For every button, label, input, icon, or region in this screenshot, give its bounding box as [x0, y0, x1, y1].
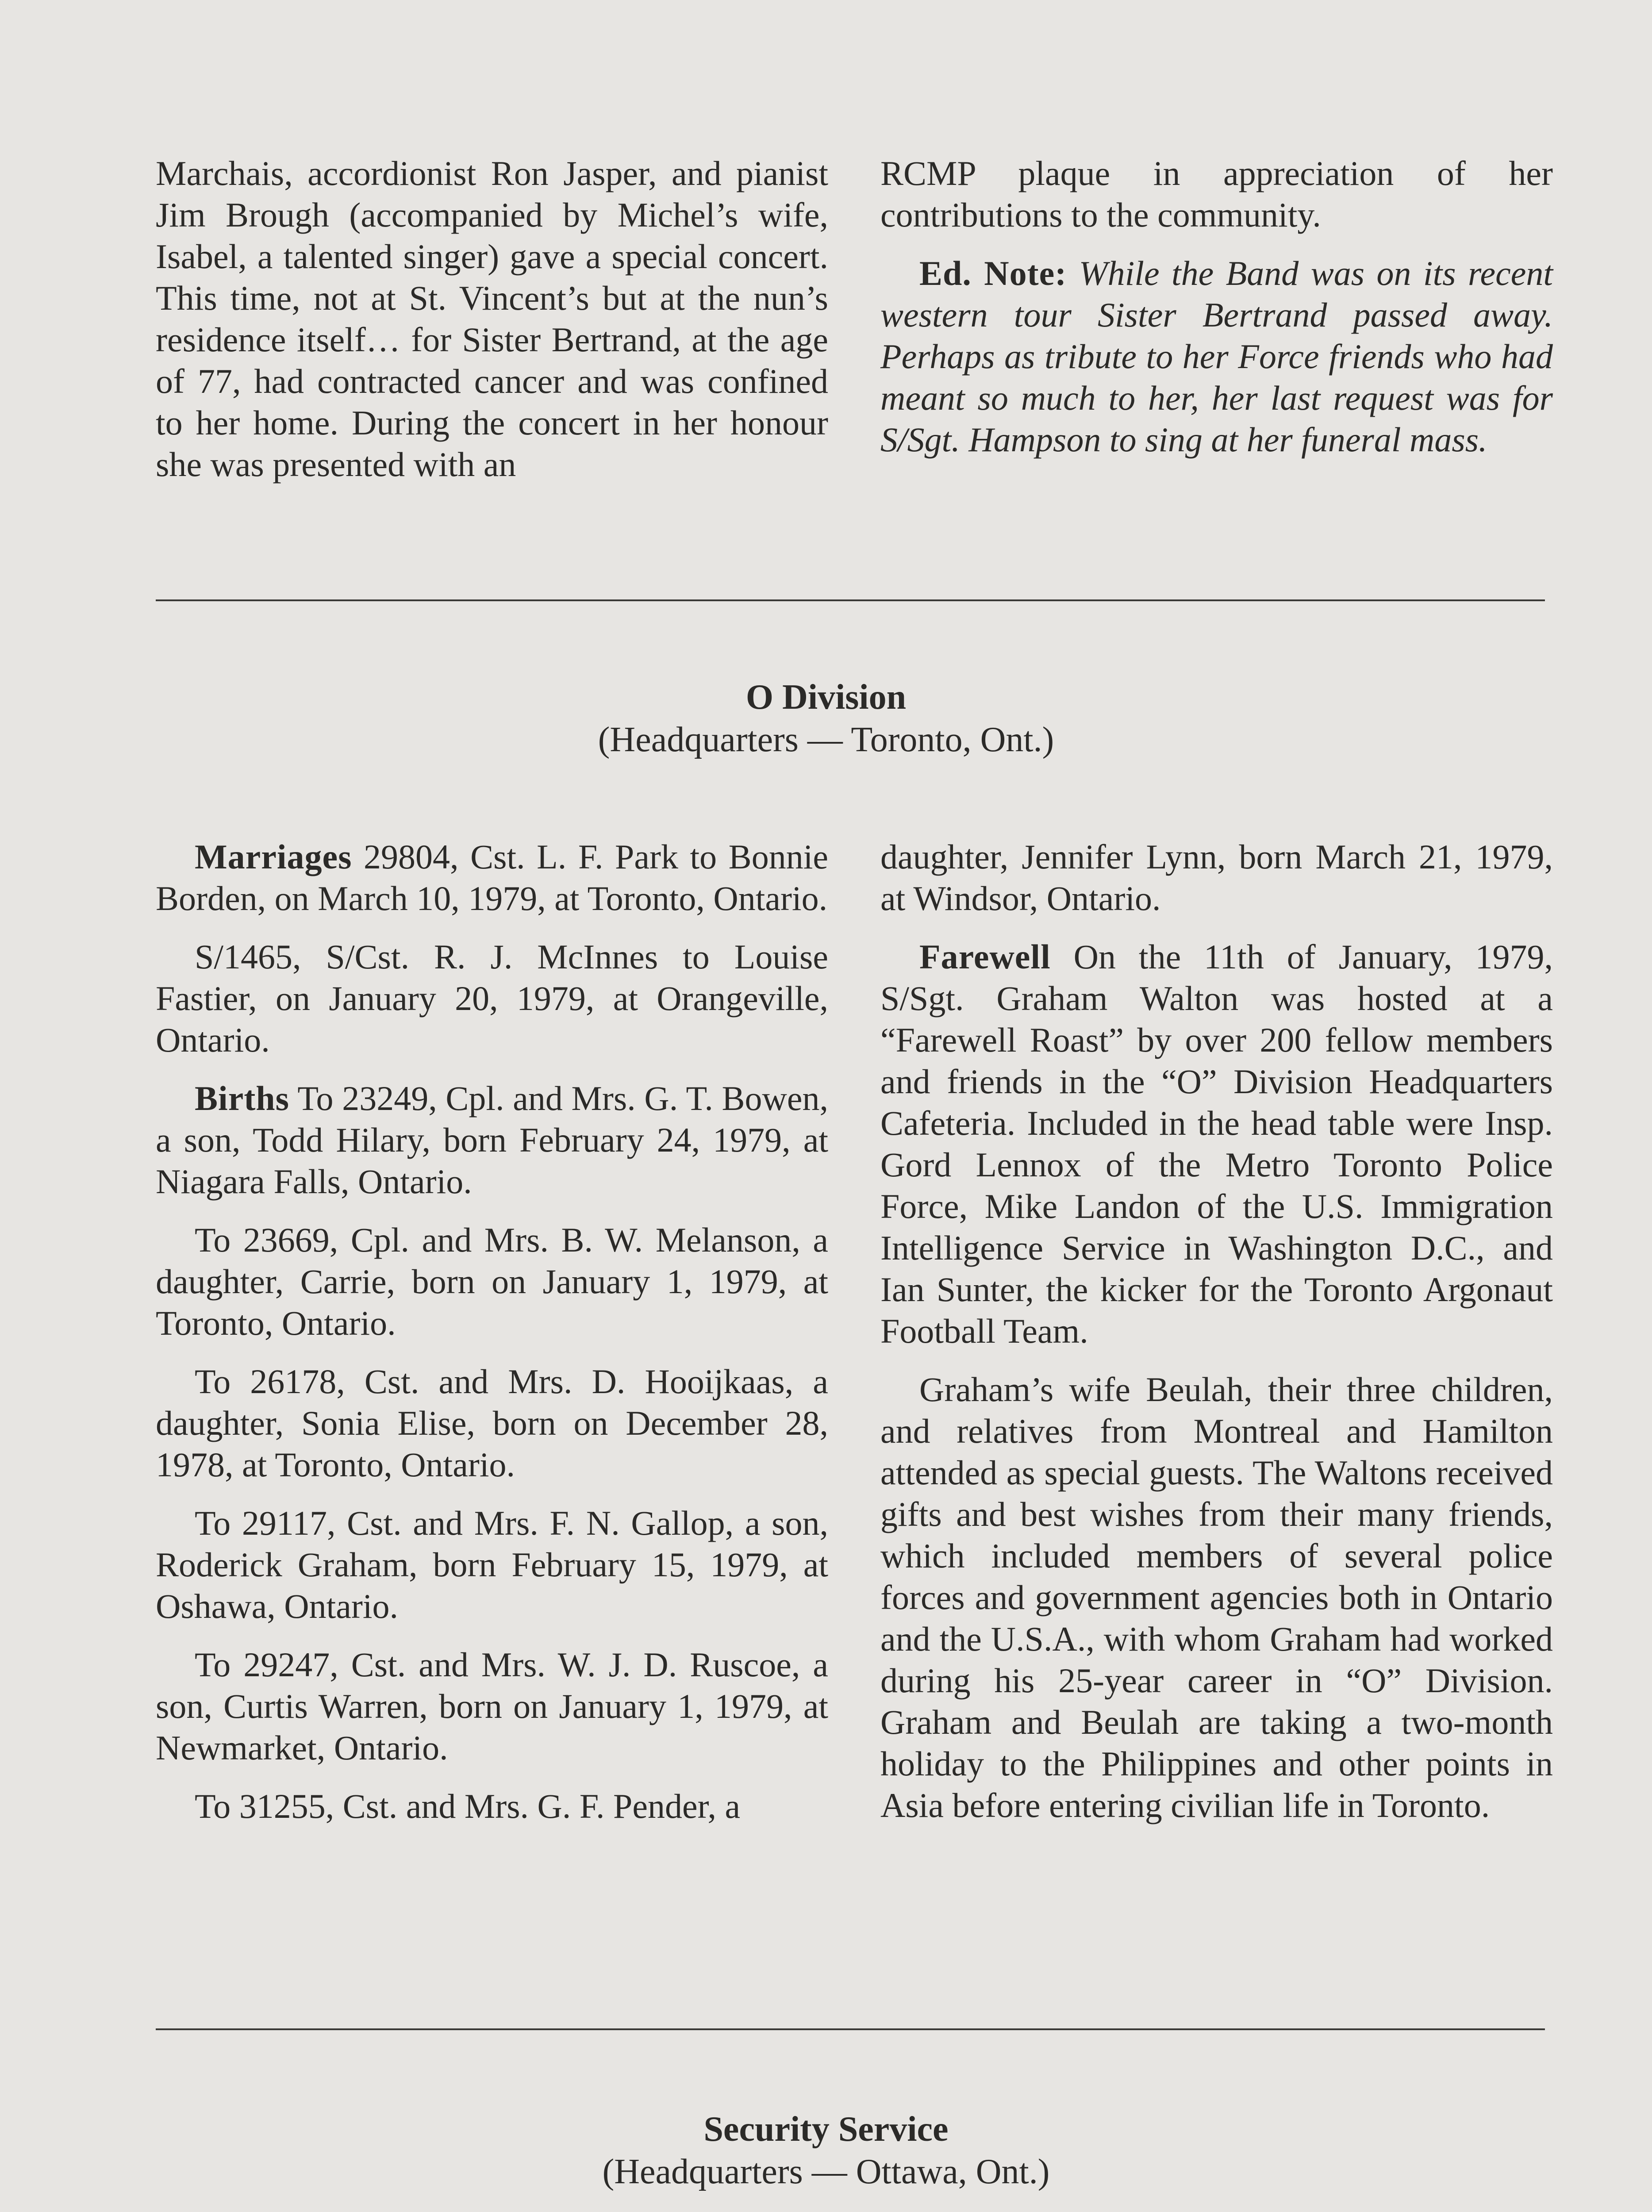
- entry-paragraph: Marriages 29804, Cst. L. F. Park to Bonnie Borden, on March 10, 1979, at Toronto, Ontario.: [156, 837, 828, 918]
- entry-paragraph: daughter, Jennifer Lynn, born March 21, 1979, at Windsor, Ontario.: [880, 837, 1553, 918]
- o-division-heading: [0, 676, 1652, 761]
- security-service-subtitle: (Headquarters — Ottawa, Ont.): [602, 2152, 1050, 2191]
- entry-paragraph: To 23669, Cpl. and Mrs. B. W. Melanson, a daughter, Carrie, born on January 1, 1979, at Toronto, Ontario.: [156, 1221, 828, 1342]
- entry-paragraph: To 29117, Cst. and Mrs. F. N. Gallop, a son, Roderick Graham, born February 15, 1979, at Oshawa, Ontario.: [156, 1504, 828, 1625]
- security-service-heading: [0, 2108, 1652, 2193]
- entry-paragraph: To 26178, Cst. and Mrs. D. Hooijkaas, a daughter, Sonia Elise, born on December 28, 1978, at Toronto, Ontario.: [156, 1362, 828, 1484]
- farewell-paragraph: Farewell On the 11th of January, 1979, S/Sgt. Graham Walton was hosted at a “Farewell Roast” by over 200 fellow members and friends in the “O” Division Headquarters Cafeteria. Included in the head table were Insp. Gord Lennox of the Metro Toronto Police Force, Mike Landon of the U.S. Immigration Intelligence Service in Washington D.C., and Ian Sunter, the kicker for the Toronto Argonaut Football Team.: [880, 937, 1553, 1350]
- o-division-title: O Division: [745, 678, 907, 717]
- editor-note-text: While the Band was on its recent western tour Sister Bertrand passed away. Perhaps as tribute to her Force friends who had meant so much to her, her last request was for S/Sgt. Hampson to sing at her funeral mass.: [880, 254, 1553, 459]
- o-division-left-column: [156, 836, 828, 1844]
- o-division-right-column: [880, 836, 1553, 1843]
- entry-paragraph: Graham’s wife Beulah, their three children, and relatives from Montreal and Hamilton attended as special guests. The Waltons received gifts and best wishes from their many friends, which included members of several police forces and government agencies both in Ontario and the U.S.A., with whom Graham had worked during his 25-year career in “O” Division. Graham and Beulah are taking a two-month holiday to the Philippines and other points in Asia before entering civilian life in Toronto.: [880, 1370, 1553, 1824]
- o-division-subtitle: (Headquarters — Toronto, Ont.): [598, 720, 1054, 759]
- entry-paragraph: To 29247, Cst. and Mrs. W. J. D. Ruscoe, a son, Curtis Warren, born on January 1, 1979, at Newmarket, Ontario.: [156, 1645, 828, 1767]
- entry-paragraph: Births To 23249, Cpl. and Mrs. G. T. Bowen, a son, Todd Hilary, born February 24, 1979, at Niagara Falls, Ontario.: [156, 1079, 829, 1201]
- entry-paragraph: To 31255, Cst. and Mrs. G. F. Pender, a: [195, 1787, 741, 1825]
- section-divider-2: [156, 2028, 1545, 2030]
- top-left-paragraph: Marchais, accordionist Ron Jasper, and pianist Jim Brough (accompanied by Michel’s wife, Isabel, a talented singer) gave a special concert. This time, not at St. Vincent’s but at the nun’s residence itself… for Sister Bertrand, at the age of 77, had contracted cancer and was confined to her home. During the concert in her honour she was presented with an: [156, 154, 828, 484]
- section-divider-1: [156, 599, 1545, 601]
- security-service-title: Security Service: [703, 2110, 949, 2149]
- top-left-column: [156, 153, 828, 502]
- top-right-column: [880, 153, 1553, 477]
- editor-note: [880, 253, 1553, 461]
- top-right-paragraph: RCMP plaque in appreciation of her contributions to the community.: [880, 154, 1553, 234]
- editor-note-label: Ed. Note:: [919, 254, 1067, 292]
- entry-paragraph: S/1465, S/Cst. R. J. McInnes to Louise Fastier, on January 20, 1979, at Orangeville, Ontario.: [156, 937, 828, 1059]
